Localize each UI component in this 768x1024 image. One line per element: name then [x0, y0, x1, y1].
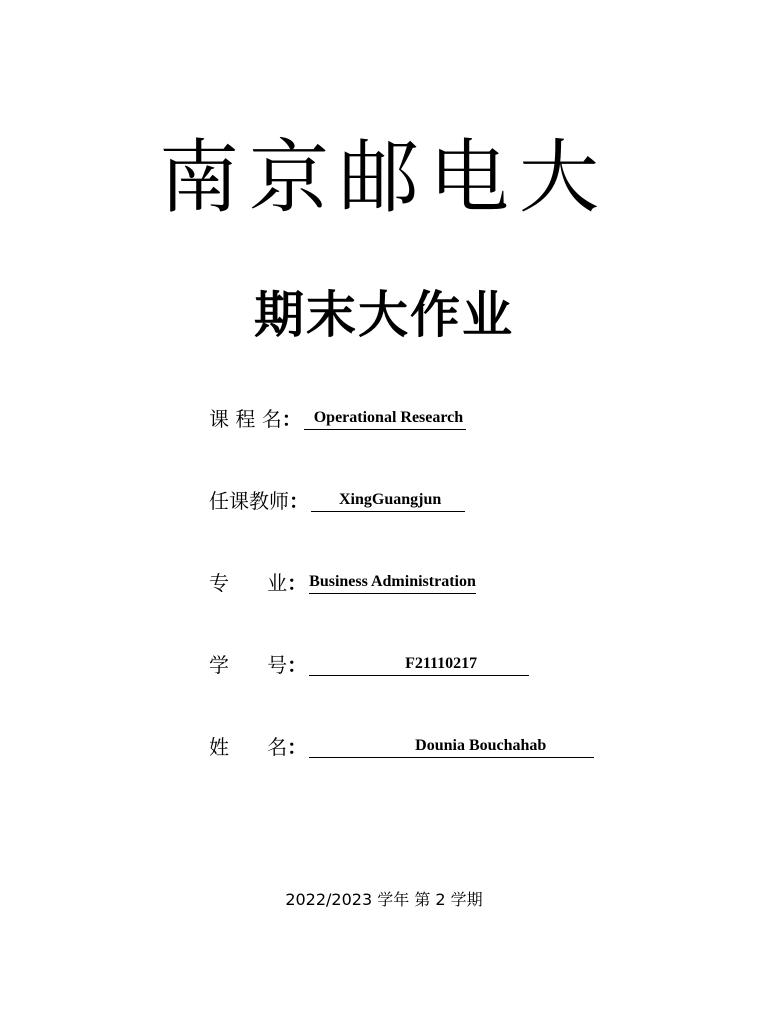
student-id-value: F21110217 — [309, 653, 529, 676]
name-field — [209, 730, 594, 760]
teacher-field — [209, 484, 465, 514]
teacher-label: 任课教师 — [209, 489, 289, 513]
course-label: 课 程 名 — [209, 407, 282, 431]
student-id-colon: ： — [287, 653, 308, 677]
document-title: 期末大作业 — [254, 286, 514, 344]
teacher-value: XingGuangjun — [311, 489, 465, 512]
course-colon: ： — [281, 407, 302, 431]
major-colon: ： — [287, 571, 308, 595]
name-label: 姓 名 — [209, 735, 288, 759]
university-name: 南京邮电大 — [159, 131, 609, 224]
major-field — [209, 566, 476, 596]
academic-term: 2022/2023 学年 第 2 学期 — [285, 890, 483, 909]
teacher-colon: ： — [289, 489, 309, 513]
course-value: Operational Research — [304, 407, 466, 430]
major-value: Business Administration — [309, 571, 476, 594]
name-value: Dounia Bouchahab — [309, 735, 594, 758]
student-id-label: 学 号 — [209, 653, 288, 677]
student-id-field — [209, 648, 529, 678]
name-colon: ： — [287, 735, 308, 759]
major-label: 专 业 — [209, 571, 288, 595]
course-field — [209, 402, 466, 432]
